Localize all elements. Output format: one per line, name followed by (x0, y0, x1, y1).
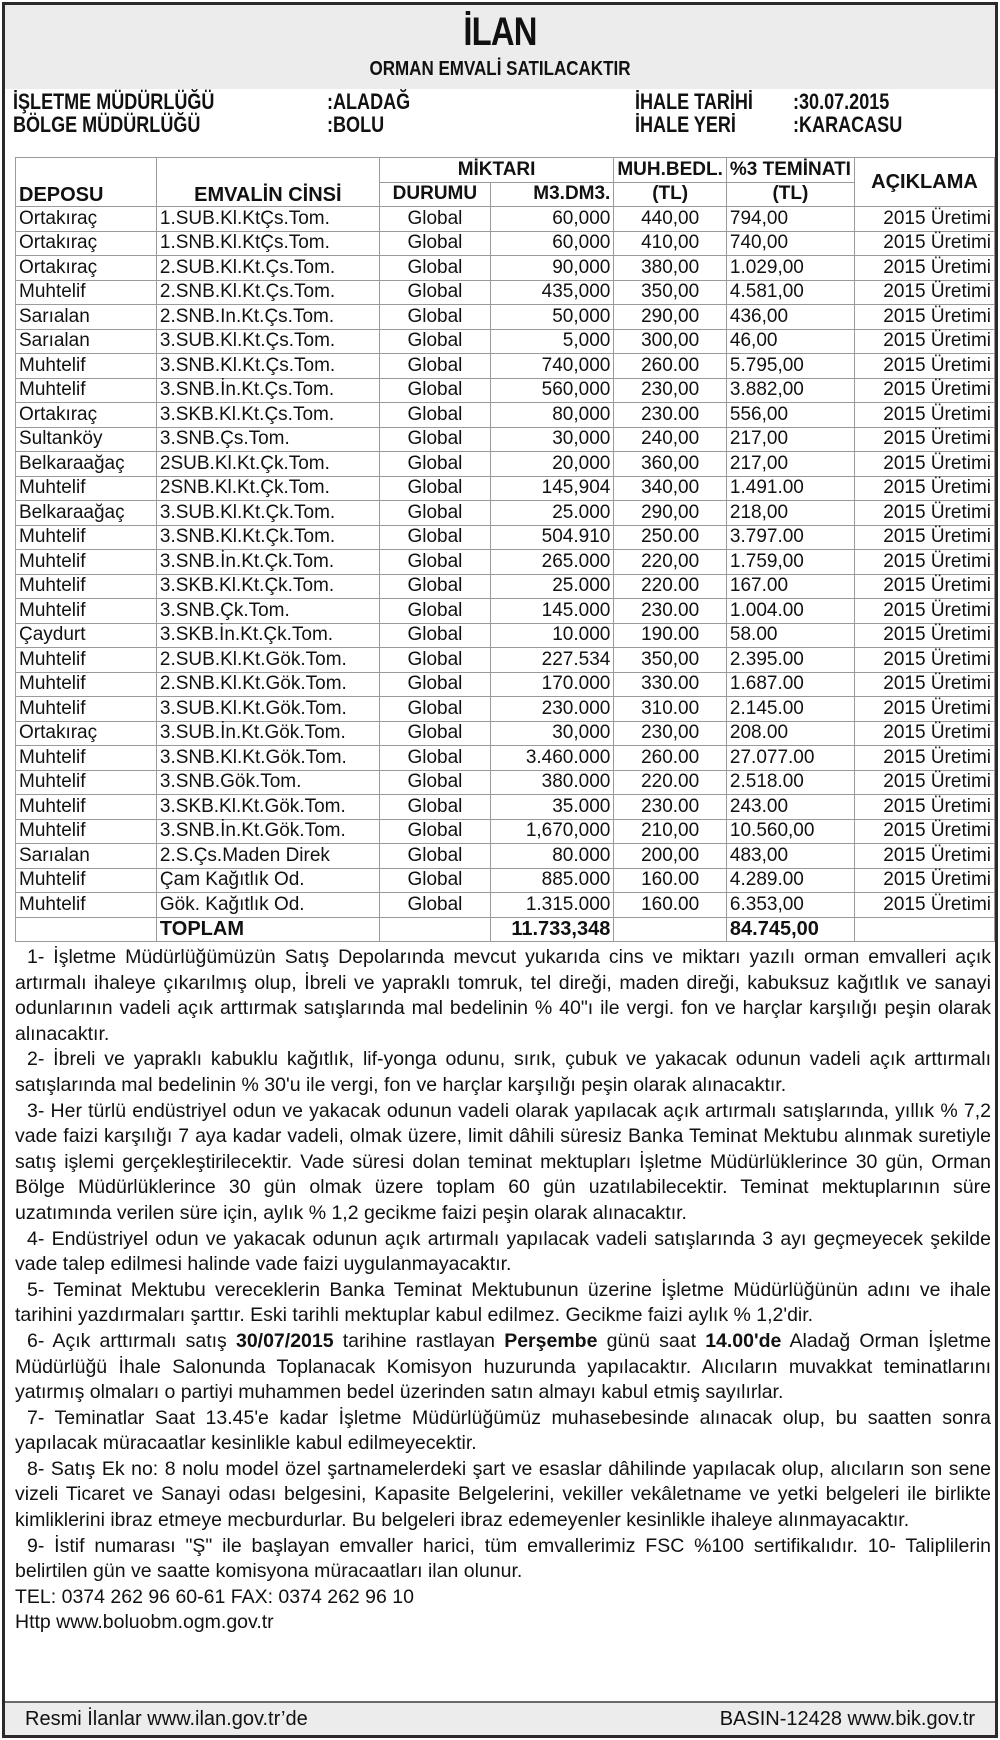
table-row (16, 354, 995, 379)
cell-emval-cinsi: 3.SKB.Kl.Kt.Çk.Tom. (156, 574, 379, 599)
cell-emval-cinsi: 2.SNB.Kl.Kt.Çs.Tom. (156, 280, 379, 305)
cell-muh-bedel: 160.00 (614, 868, 727, 893)
cell-deposu: Ortakıraç (16, 231, 157, 256)
cell-deposu: Sarıalan (16, 844, 157, 869)
term-3: 3- Her türlü endüstriyel odun ve yakacak odunun vadeli olarak yapılacak açık artırmalı satışlarında, yıllık % 7,2 vade faizi karşılığı 7 aya kadar vadeli, olmak üzere, limit dâhili süresiz Banka Teminat Mektubu alınmak suretiyle satış işlemi gerçekleştirilecektir. Vade süresi dolan teminat mektupları İşletme Müdürlüklerince 30 gün, Orman Bölge Müdürlüklerince 30 gün olmak üzere toplam 60 gün uzatılabilecektir. Teminat mektuplarının süre uzatımında verilen süre için, aylık % 1,2 gecikme faizi peşin olarak alınacaktır. (15, 1099, 991, 1224)
cell-emval-cinsi: 3.SNB.Kl.Kt.Çk.Tom. (156, 525, 379, 550)
cell-deposu: Muhtelif (16, 819, 157, 844)
header-durumu: DURUMU (379, 182, 490, 207)
announcement-frame (2, 2, 998, 1738)
table-row (16, 795, 995, 820)
cell-miktar: 265.000 (491, 550, 614, 575)
cell-muh-bedel: 220,00 (614, 550, 727, 575)
cell-aciklama: 2015 Üretimi (854, 868, 994, 893)
cell-durumu: Global (379, 403, 490, 428)
cell-miktar: 3.460.000 (491, 746, 614, 771)
cell-teminat: 6.353,00 (726, 893, 854, 918)
cell-deposu: Muhtelif (16, 574, 157, 599)
header-band (5, 5, 995, 89)
cell-muh-bedel: 210,00 (614, 819, 727, 844)
cell-emval-cinsi: 2SNB.Kl.Kt.Çk.Tom. (156, 476, 379, 501)
cell-emval-cinsi: 2SUB.Kl.Kt.Çk.Tom. (156, 452, 379, 477)
cell-aciklama: 2015 Üretimi (854, 231, 994, 256)
header-aciklama: AÇIKLAMA (854, 158, 994, 207)
cell-emval-cinsi: Gök. Kağıtlık Od. (156, 893, 379, 918)
cell-teminat: 2.145.00 (726, 697, 854, 722)
table-row (16, 256, 995, 281)
cell-teminat: 4.289.00 (726, 868, 854, 893)
cell-teminat: 243.00 (726, 795, 854, 820)
cell-deposu: Belkaraağaç (16, 501, 157, 526)
cell-miktar: 504.910 (491, 525, 614, 550)
cell-durumu: Global (379, 599, 490, 624)
cell-miktar: 60,000 (491, 231, 614, 256)
table-row (16, 329, 995, 354)
term-9: 9- İstif numarası "Ş" ile başlayan emvaller harici, tüm emvallerimiz FSC %100 sertifikalıdır. 10- Taliplilerin belirtilen gün ve saatte komisyona müracaatları ilan olunur. (15, 1534, 991, 1583)
cell-durumu: Global (379, 501, 490, 526)
table-row (16, 574, 995, 599)
cell-aciklama: 2015 Üretimi (854, 672, 994, 697)
cell-teminat: 217,00 (726, 427, 854, 452)
cell-muh-bedel: 190.00 (614, 623, 727, 648)
cell-aciklama: 2015 Üretimi (854, 329, 994, 354)
cell-miktar: 10.000 (491, 623, 614, 648)
cell-aciklama: 2015 Üretimi (854, 697, 994, 722)
table-body (16, 207, 995, 918)
cell-aciklama: 2015 Üretimi (854, 770, 994, 795)
table-row (16, 231, 995, 256)
cell-aciklama: 2015 Üretimi (854, 819, 994, 844)
cell-emval-cinsi: 2.SUB.Kl.Kt.Çs.Tom. (156, 256, 379, 281)
cell-durumu: Global (379, 305, 490, 330)
cell-muh-bedel: 260.00 (614, 746, 727, 771)
cell-aciklama: 2015 Üretimi (854, 354, 994, 379)
cell-emval-cinsi: 3.SKB.İn.Kt.Çk.Tom. (156, 623, 379, 648)
total-row (16, 917, 995, 942)
header-muh-bedl-unit: (TL) (614, 182, 727, 207)
cell-teminat: 1.759,00 (726, 550, 854, 575)
term-6 (15, 1329, 991, 1406)
term-7: 7- Teminatlar Saat 13.45'e kadar İşletme Müdürlüğümüz muhasebesinde alınacak olup, bu saatten sonra yapılacak müracaatlar kesinlikle kabul edilmeyecektir. (15, 1406, 991, 1455)
cell-miktar: 80.000 (491, 844, 614, 869)
cell-muh-bedel: 220.00 (614, 574, 727, 599)
cell-miktar: 170.000 (491, 672, 614, 697)
cell-miktar: 145,904 (491, 476, 614, 501)
cell-miktar: 230.000 (491, 697, 614, 722)
cell-teminat: 556,00 (726, 403, 854, 428)
bolge-value: :BOLU (327, 112, 385, 137)
header-muh-bedl: MUH.BEDL. (614, 158, 727, 183)
cell-muh-bedel: 200,00 (614, 844, 727, 869)
term-4: 4- Endüstriyel odun ve yakacak odunun açık artırmalı yapılacak vadeli satışlarında 3 ayı geçmeyecek şekilde vade talep edilmesi halinde vade faizi uygulanmayacaktır. (15, 1227, 991, 1276)
website-link[interactable]: Http www.boluobm.ogm.gov.tr (15, 1611, 274, 1634)
cell-emval-cinsi: 3.SNB.İn.Kt.Gök.Tom. (156, 819, 379, 844)
term-6-c: günü saat (597, 1329, 706, 1352)
header-teminat: %3 TEMİNATI (726, 158, 854, 183)
total-empty-4 (854, 917, 994, 942)
cell-miktar: 80,000 (491, 403, 614, 428)
cell-durumu: Global (379, 207, 490, 232)
cell-miktar: 885.000 (491, 868, 614, 893)
footer-bar (5, 1701, 995, 1735)
table-row (16, 599, 995, 624)
cell-muh-bedel: 350,00 (614, 280, 727, 305)
header-teminat-unit: (TL) (726, 182, 854, 207)
cell-teminat: 208.00 (726, 721, 854, 746)
cell-aciklama: 2015 Üretimi (854, 648, 994, 673)
cell-durumu: Global (379, 893, 490, 918)
term-8: 8- Satış Ek no: 8 nolu model özel şartnamelerdeki şart ve esaslar dâhilinde yapılacak olup, alıcıların son sene vizeli Ticaret ve Sanayi odası belgesini, Kapasite Belgelerini, vekiller vekâletname ve yetki belgeleri ile birlikte kimliklerini ibraz etmeye mecburdurlar. Bu belgeleri ibraz edemeyenler kesinlikle ihaleye alınmayacaktır. (15, 1457, 991, 1532)
isletme-value: :ALADAĞ (327, 89, 411, 114)
cell-durumu: Global (379, 452, 490, 477)
cell-teminat: 3.797.00 (726, 525, 854, 550)
cell-aciklama: 2015 Üretimi (854, 550, 994, 575)
cell-miktar: 35.000 (491, 795, 614, 820)
cell-muh-bedel: 230,00 (614, 378, 727, 403)
cell-aciklama: 2015 Üretimi (854, 256, 994, 281)
term-5: 5- Teminat Mektubu vereceklerin Banka Teminat Mektubunun üzerine İşletme Müdürlüğünün adını ve ihale tarihini yazdırmaları şarttır. Eski tarihli mektuplar kabul edilmez. Gecikme faizi aylık % 1,2'dir. (15, 1278, 991, 1327)
table-row (16, 893, 995, 918)
cell-deposu: Muhtelif (16, 525, 157, 550)
cell-emval-cinsi: 3.SNB.Çs.Tom. (156, 427, 379, 452)
cell-teminat: 2.395.00 (726, 648, 854, 673)
cell-aciklama: 2015 Üretimi (854, 623, 994, 648)
table-row (16, 697, 995, 722)
sale-time: 14.00'de (705, 1329, 782, 1352)
cell-aciklama: 2015 Üretimi (854, 893, 994, 918)
cell-miktar: 25.000 (491, 574, 614, 599)
cell-emval-cinsi: 1.SUB.Kl.KtÇs.Tom. (156, 207, 379, 232)
cell-deposu: Muhtelif (16, 378, 157, 403)
cell-aciklama: 2015 Üretimi (854, 427, 994, 452)
cell-deposu: Sarıalan (16, 329, 157, 354)
cell-aciklama: 2015 Üretimi (854, 452, 994, 477)
cell-miktar: 145.000 (491, 599, 614, 624)
table-row (16, 746, 995, 771)
cell-emval-cinsi: 1.SNB.Kl.KtÇs.Tom. (156, 231, 379, 256)
cell-aciklama: 2015 Üretimi (854, 501, 994, 526)
cell-durumu: Global (379, 476, 490, 501)
cell-durumu: Global (379, 329, 490, 354)
cell-durumu: Global (379, 697, 490, 722)
cell-aciklama: 2015 Üretimi (854, 795, 994, 820)
cell-durumu: Global (379, 280, 490, 305)
table-row (16, 378, 995, 403)
cell-aciklama: 2015 Üretimi (854, 599, 994, 624)
cell-miktar: 30,000 (491, 721, 614, 746)
term-6-a: 6- Açık arttırmalı satış (27, 1329, 236, 1352)
table-row (16, 207, 995, 232)
total-teminat: 84.745,00 (726, 917, 854, 942)
cell-deposu: Muhtelif (16, 893, 157, 918)
contact-phone: TEL: 0374 262 96 60-61 FAX: 0374 262 96 10 (15, 1585, 414, 1608)
table-row (16, 819, 995, 844)
cell-miktar: 50,000 (491, 305, 614, 330)
meta-info (5, 89, 995, 139)
cell-aciklama: 2015 Üretimi (854, 721, 994, 746)
cell-aciklama: 2015 Üretimi (854, 207, 994, 232)
cell-aciklama: 2015 Üretimi (854, 305, 994, 330)
page-subtitle: ORMAN EMVALİ SATILACAKTIR (369, 58, 631, 80)
cell-aciklama: 2015 Üretimi (854, 746, 994, 771)
cell-emval-cinsi: 3.SKB.Kl.Kt.Gök.Tom. (156, 795, 379, 820)
cell-teminat: 2.518.00 (726, 770, 854, 795)
total-miktar: 11.733,348 (491, 917, 614, 942)
cell-muh-bedel: 230,00 (614, 721, 727, 746)
footer-basin-link[interactable]: BASIN-12428 www.bik.gov.tr (719, 1708, 975, 1730)
cell-deposu: Muhtelif (16, 280, 157, 305)
table-row (16, 648, 995, 673)
ihale-yeri-value: :KARACASU (793, 112, 903, 137)
table-row (16, 476, 995, 501)
cell-deposu: Belkaraağaç (16, 452, 157, 477)
term-1: 1- İşletme Müdürlüğümüzün Satış Depolarında mevcut yukarıda cins ve miktarı yazılı orman emvalleri açık artırmalı ihaleye çıkarılmış olup, İbreli ve yapraklı tomruk, tel direği, maden direği, kabuksuz kağıtlık ve sanayi odunlarının vadeli açık arttırmak satışlarında mal bedelinin % 40"ı ile vergi. fon ve harçlar karşılığı peşin olarak alınacaktır. (15, 946, 991, 1045)
cell-teminat: 483,00 (726, 844, 854, 869)
total-label: TOPLAM (156, 917, 379, 942)
cell-deposu: Ortakıraç (16, 403, 157, 428)
cell-aciklama: 2015 Üretimi (854, 844, 994, 869)
cell-durumu: Global (379, 574, 490, 599)
cell-teminat: 58.00 (726, 623, 854, 648)
cell-teminat: 27.077.00 (726, 746, 854, 771)
cell-teminat: 436,00 (726, 305, 854, 330)
cell-muh-bedel: 220.00 (614, 770, 727, 795)
cell-muh-bedel: 300,00 (614, 329, 727, 354)
cell-muh-bedel: 230.00 (614, 795, 727, 820)
cell-deposu: Muhtelif (16, 648, 157, 673)
page-title: İLAN (463, 10, 537, 54)
total-empty-1 (16, 917, 157, 942)
cell-miktar: 227.534 (491, 648, 614, 673)
cell-deposu: Muhtelif (16, 672, 157, 697)
cell-muh-bedel: 310.00 (614, 697, 727, 722)
term-2: 2- İbreli ve yapraklı kabuklu kağıtlık, lif-yonga odunu, sırık, çubuk ve yakacak odunun vadeli açık arttırmalı satışlarında mal bedelinin % 30'u ile vergi, fon ve harçlar karşılığı peşin olarak alınacaktır. (15, 1048, 991, 1096)
terms-text (15, 945, 991, 1636)
cell-miktar: 20,000 (491, 452, 614, 477)
cell-deposu: Sarıalan (16, 305, 157, 330)
cell-emval-cinsi: 3.SUB.Kl.Kt.Gök.Tom. (156, 697, 379, 722)
cell-deposu: Ortakıraç (16, 721, 157, 746)
cell-teminat: 740,00 (726, 231, 854, 256)
cell-muh-bedel: 230.00 (614, 403, 727, 428)
cell-muh-bedel: 260.00 (614, 354, 727, 379)
cell-miktar: 380.000 (491, 770, 614, 795)
cell-durumu: Global (379, 721, 490, 746)
cell-teminat: 1.004.00 (726, 599, 854, 624)
cell-teminat: 46,00 (726, 329, 854, 354)
cell-emval-cinsi: 2.S.Çs.Maden Direk (156, 844, 379, 869)
header-m3: M3.DM3. (491, 182, 614, 207)
cell-emval-cinsi: 2.SNB.In.Kt.Çs.Tom. (156, 305, 379, 330)
ihale-tarihi-label: İHALE TARİHİ (635, 89, 753, 114)
table-row (16, 305, 995, 330)
cell-durumu: Global (379, 550, 490, 575)
cell-durumu: Global (379, 623, 490, 648)
cell-emval-cinsi: 3.SNB.Kl.Kt.Çs.Tom. (156, 354, 379, 379)
cell-teminat: 218,00 (726, 501, 854, 526)
cell-durumu: Global (379, 746, 490, 771)
table-row (16, 550, 995, 575)
cell-emval-cinsi: 2.SUB.Kl.Kt.Gök.Tom. (156, 648, 379, 673)
cell-miktar: 435,000 (491, 280, 614, 305)
cell-durumu: Global (379, 256, 490, 281)
cell-miktar: 30,000 (491, 427, 614, 452)
cell-emval-cinsi: 3.SNB.İn.Kt.Çs.Tom. (156, 378, 379, 403)
cell-durumu: Global (379, 231, 490, 256)
cell-durumu: Global (379, 648, 490, 673)
cell-muh-bedel: 360,00 (614, 452, 727, 477)
cell-teminat: 794,00 (726, 207, 854, 232)
sale-date: 30/07/2015 (235, 1329, 334, 1352)
cell-aciklama: 2015 Üretimi (854, 378, 994, 403)
total-empty-2 (379, 917, 490, 942)
cell-miktar: 1,670,000 (491, 819, 614, 844)
cell-teminat: 1.491.00 (726, 476, 854, 501)
cell-miktar: 60,000 (491, 207, 614, 232)
cell-deposu: Muhtelif (16, 550, 157, 575)
sale-day: Perşembe (504, 1329, 598, 1352)
cell-teminat: 10.560,00 (726, 819, 854, 844)
ihale-tarihi-value: :30.07.2015 (793, 89, 890, 114)
header-miktari: MİKTARI (379, 158, 614, 183)
table-row (16, 844, 995, 869)
cell-deposu: Muhtelif (16, 770, 157, 795)
cell-emval-cinsi: 3.SNB.İn.Kt.Çk.Tom. (156, 550, 379, 575)
cell-muh-bedel: 380,00 (614, 256, 727, 281)
cell-aciklama: 2015 Üretimi (854, 574, 994, 599)
table-row (16, 403, 995, 428)
cell-aciklama: 2015 Üretimi (854, 525, 994, 550)
cell-muh-bedel: 350,00 (614, 648, 727, 673)
cell-deposu: Muhtelif (16, 476, 157, 501)
cell-deposu: Muhtelif (16, 746, 157, 771)
cell-deposu: Muhtelif (16, 697, 157, 722)
cell-deposu: Sultanköy (16, 427, 157, 452)
cell-teminat: 217,00 (726, 452, 854, 477)
cell-durumu: Global (379, 672, 490, 697)
cell-miktar: 90,000 (491, 256, 614, 281)
isletme-label: İŞLETME MÜDÜRLÜĞÜ (13, 89, 215, 114)
cell-miktar: 25.000 (491, 501, 614, 526)
cell-teminat: 1.029,00 (726, 256, 854, 281)
cell-teminat: 167.00 (726, 574, 854, 599)
cell-miktar: 1.315.000 (491, 893, 614, 918)
emval-table (15, 157, 995, 942)
bolge-label: BÖLGE MÜDÜRLÜĞÜ (13, 112, 201, 137)
cell-muh-bedel: 250.00 (614, 525, 727, 550)
table-row (16, 501, 995, 526)
cell-durumu: Global (379, 795, 490, 820)
cell-aciklama: 2015 Üretimi (854, 476, 994, 501)
cell-emval-cinsi: 3.SUB.İn.Kt.Gök.Tom. (156, 721, 379, 746)
table-row (16, 770, 995, 795)
cell-miktar: 740,000 (491, 354, 614, 379)
cell-deposu: Muhtelif (16, 868, 157, 893)
cell-muh-bedel: 440,00 (614, 207, 727, 232)
header-emvalin-cinsi: EMVALİN CİNSİ (156, 158, 379, 207)
ihale-yeri-label: İHALE YERİ (635, 112, 736, 137)
cell-emval-cinsi: Çam Kağıtlık Od. (156, 868, 379, 893)
table-row (16, 672, 995, 697)
cell-emval-cinsi: 3.SKB.Kl.Kt.Çs.Tom. (156, 403, 379, 428)
cell-deposu: Ortakıraç (16, 207, 157, 232)
cell-teminat: 3.882,00 (726, 378, 854, 403)
cell-muh-bedel: 230.00 (614, 599, 727, 624)
cell-miktar: 5,000 (491, 329, 614, 354)
term-6-d: Aladağ Orman İşletme Müdürlüğü İhale Salonunda Toplanacak Komisyon huzurunda yapılacaktır. Alıcıların muvakkat teminatlarını yatırmış olmaları o partiyi muhammen bedel üzerinden satın almayı kabul etmiş sayılırlar. (15, 1329, 991, 1404)
cell-teminat: 4.581,00 (726, 280, 854, 305)
cell-emval-cinsi: 3.SNB.Kl.Kt.Gök.Tom. (156, 746, 379, 771)
cell-emval-cinsi: 3.SUB.Kl.Kt.Çs.Tom. (156, 329, 379, 354)
cell-muh-bedel: 160.00 (614, 893, 727, 918)
cell-muh-bedel: 240,00 (614, 427, 727, 452)
cell-deposu: Muhtelif (16, 795, 157, 820)
cell-muh-bedel: 290,00 (614, 305, 727, 330)
cell-teminat: 1.687.00 (726, 672, 854, 697)
cell-emval-cinsi: 2.SNB.Kl.Kt.Gök.Tom. (156, 672, 379, 697)
cell-teminat: 5.795,00 (726, 354, 854, 379)
cell-deposu: Çaydurt (16, 623, 157, 648)
term-6-b: tarihine rastlayan (333, 1329, 505, 1352)
cell-muh-bedel: 410,00 (614, 231, 727, 256)
cell-miktar: 560,000 (491, 378, 614, 403)
cell-durumu: Global (379, 525, 490, 550)
cell-durumu: Global (379, 868, 490, 893)
cell-durumu: Global (379, 844, 490, 869)
table-row (16, 623, 995, 648)
cell-aciklama: 2015 Üretimi (854, 403, 994, 428)
cell-muh-bedel: 330.00 (614, 672, 727, 697)
cell-muh-bedel: 340,00 (614, 476, 727, 501)
cell-deposu: Muhtelif (16, 599, 157, 624)
table-row (16, 721, 995, 746)
cell-durumu: Global (379, 354, 490, 379)
cell-emval-cinsi: 3.SUB.Kl.Kt.Çk.Tom. (156, 501, 379, 526)
cell-durumu: Global (379, 427, 490, 452)
cell-durumu: Global (379, 770, 490, 795)
cell-muh-bedel: 290,00 (614, 501, 727, 526)
table-row (16, 280, 995, 305)
cell-deposu: Muhtelif (16, 354, 157, 379)
table-row (16, 452, 995, 477)
cell-emval-cinsi: 3.SNB.Çk.Tom. (156, 599, 379, 624)
footer-ilan-link[interactable]: Resmi İlanlar www.ilan.gov.tr’de (25, 1708, 308, 1730)
cell-aciklama: 2015 Üretimi (854, 280, 994, 305)
table-row (16, 427, 995, 452)
table-row (16, 868, 995, 893)
header-deposu: DEPOSU (16, 158, 157, 207)
cell-emval-cinsi: 3.SNB.Gök.Tom. (156, 770, 379, 795)
total-empty-3 (614, 917, 727, 942)
cell-durumu: Global (379, 378, 490, 403)
cell-durumu: Global (379, 819, 490, 844)
table-row (16, 525, 995, 550)
cell-deposu: Ortakıraç (16, 256, 157, 281)
